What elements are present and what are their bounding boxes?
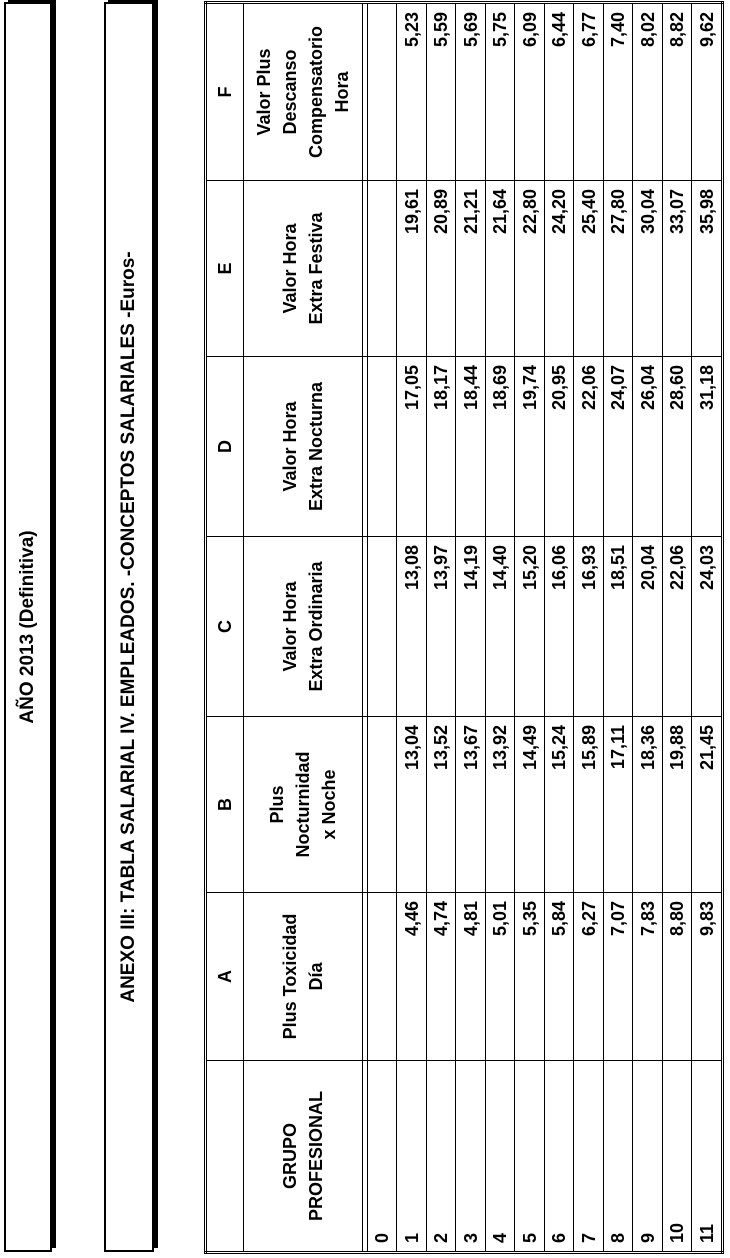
- value-cell: 14,40: [485, 537, 514, 717]
- value-cell: 13,97: [426, 537, 455, 717]
- value-cell: 18,69: [485, 357, 514, 537]
- value-cell: 5,59: [426, 3, 455, 181]
- table-row: [426, 3, 455, 1253]
- value-cell: 15,20: [515, 537, 544, 717]
- value-cell: 17,05: [397, 357, 426, 537]
- group-cell: 0: [368, 1061, 397, 1253]
- column-letter: F: [206, 3, 244, 181]
- value-cell: 17,11: [603, 717, 632, 893]
- table-row: [368, 3, 397, 1253]
- group-cell: 8: [603, 1061, 632, 1253]
- value-cell: [368, 537, 397, 717]
- value-cell: 8,02: [633, 3, 662, 181]
- column-header-line: Día: [306, 962, 326, 991]
- column-header: [244, 357, 363, 537]
- table-row: [662, 3, 691, 1253]
- column-header: [244, 3, 363, 181]
- table-body: [368, 3, 723, 1253]
- value-cell: 16,93: [574, 537, 603, 717]
- value-cell: 6,09: [515, 3, 544, 181]
- group-cell: 9: [633, 1061, 662, 1253]
- salary-table: [204, 1, 724, 1254]
- value-cell: 21,45: [692, 717, 723, 893]
- group-cell: 11: [692, 1061, 723, 1253]
- value-cell: 13,52: [426, 717, 455, 893]
- value-cell: 5,23: [397, 3, 426, 181]
- value-cell: 9,62: [692, 3, 723, 181]
- value-cell: 16,06: [544, 537, 573, 717]
- table-row: [692, 3, 723, 1253]
- column-header: [244, 181, 363, 357]
- value-cell: 22,06: [662, 537, 691, 717]
- column-header: [244, 717, 363, 893]
- value-cell: 13,04: [397, 717, 426, 893]
- group-cell: 6: [544, 1061, 573, 1253]
- value-cell: 21,21: [456, 181, 485, 357]
- value-cell: 20,04: [633, 537, 662, 717]
- value-cell: 6,27: [574, 893, 603, 1061]
- annex-title-box: [104, 2, 154, 1252]
- table-row: [456, 3, 485, 1253]
- column-header-line: Valor Hora: [280, 223, 300, 314]
- value-cell: 20,89: [426, 181, 455, 357]
- value-cell: 27,80: [603, 181, 632, 357]
- table-row: [515, 3, 544, 1253]
- table-row: [574, 3, 603, 1253]
- value-cell: 6,44: [544, 3, 573, 181]
- value-cell: 4,46: [397, 893, 426, 1061]
- value-cell: 33,07: [662, 181, 691, 357]
- value-cell: 5,75: [485, 3, 514, 181]
- column-header-line: Valor Hora: [280, 401, 300, 492]
- column-header-line: x Noche: [319, 769, 339, 840]
- column-header-line: Plus Toxicidad: [280, 913, 300, 1040]
- column-header: [244, 537, 363, 717]
- value-cell: 13,08: [397, 537, 426, 717]
- group-cell: 1: [397, 1061, 426, 1253]
- value-cell: 20,95: [544, 357, 573, 537]
- year-title-box: [4, 2, 52, 1252]
- table-row: [544, 3, 573, 1253]
- group-header-line: PROFESIONAL: [306, 1091, 326, 1222]
- value-cell: 9,83: [692, 893, 723, 1061]
- value-cell: 7,83: [633, 893, 662, 1061]
- column-header: [244, 893, 363, 1061]
- value-cell: 21,64: [485, 181, 514, 357]
- value-cell: 18,44: [456, 357, 485, 537]
- table-row: [603, 3, 632, 1253]
- value-cell: 22,80: [515, 181, 544, 357]
- group-cell: 2: [426, 1061, 455, 1253]
- column-header-line: Valor Plus: [254, 48, 274, 136]
- column-header-line: Descanso: [280, 49, 300, 135]
- group-cell: 7: [574, 1061, 603, 1253]
- value-cell: 25,40: [574, 181, 603, 357]
- value-cell: 13,67: [456, 717, 485, 893]
- column-letter-row: [206, 3, 244, 1253]
- value-cell: 15,24: [544, 717, 573, 893]
- value-cell: 5,01: [485, 893, 514, 1061]
- value-cell: 18,17: [426, 357, 455, 537]
- value-cell: 19,61: [397, 181, 426, 357]
- value-cell: 15,89: [574, 717, 603, 893]
- value-cell: 4,74: [426, 893, 455, 1061]
- column-letter: D: [206, 357, 244, 537]
- value-cell: 14,49: [515, 717, 544, 893]
- value-cell: 4,81: [456, 893, 485, 1061]
- value-cell: 28,60: [662, 357, 691, 537]
- value-cell: 8,82: [662, 3, 691, 181]
- column-header-line: Extra Nocturna: [306, 381, 326, 512]
- column-header-line: Compensatorio: [306, 26, 326, 159]
- table-row: [397, 3, 426, 1253]
- table-row: [485, 3, 514, 1253]
- value-cell: 30,04: [633, 181, 662, 357]
- column-letter: C: [206, 537, 244, 717]
- group-cell: 10: [662, 1061, 691, 1253]
- value-cell: 7,07: [603, 893, 632, 1061]
- column-header-line: Hora: [332, 71, 352, 113]
- value-cell: [368, 717, 397, 893]
- value-cell: 35,98: [692, 181, 723, 357]
- column-header-line: Plus: [267, 785, 287, 824]
- column-letter: E: [206, 181, 244, 357]
- year-title: AÑO 2013 (Definitiva): [17, 530, 38, 724]
- value-cell: 18,36: [633, 717, 662, 893]
- group-header: [244, 1061, 363, 1253]
- value-cell: [368, 357, 397, 537]
- value-cell: 5,35: [515, 893, 544, 1061]
- group-cell: 3: [456, 1061, 485, 1253]
- value-cell: 5,84: [544, 893, 573, 1061]
- group-cell: 5: [515, 1061, 544, 1253]
- value-cell: [368, 3, 397, 181]
- column-letter: A: [206, 893, 244, 1061]
- group-header-line: GRUPO: [280, 1123, 300, 1190]
- column-header-line: Extra Festiva: [306, 212, 326, 325]
- value-cell: 13,92: [485, 717, 514, 893]
- value-cell: 31,18: [692, 357, 723, 537]
- value-cell: 22,06: [574, 357, 603, 537]
- column-header-line: Nocturnidad: [293, 751, 313, 858]
- column-header-line: Extra Ordinaria: [306, 561, 326, 692]
- column-header-row: [244, 3, 363, 1253]
- value-cell: 7,40: [603, 3, 632, 181]
- value-cell: [368, 181, 397, 357]
- group-cell: 4: [485, 1061, 514, 1253]
- table-row: [633, 3, 662, 1253]
- value-cell: 26,04: [633, 357, 662, 537]
- value-cell: 19,74: [515, 357, 544, 537]
- value-cell: [368, 893, 397, 1061]
- value-cell: 24,03: [692, 537, 723, 717]
- value-cell: 18,51: [603, 537, 632, 717]
- value-cell: 5,69: [456, 3, 485, 181]
- value-cell: 6,77: [574, 3, 603, 181]
- column-header-line: Valor Hora: [280, 581, 300, 672]
- column-letter: B: [206, 717, 244, 893]
- value-cell: 24,07: [603, 357, 632, 537]
- value-cell: 8,80: [662, 893, 691, 1061]
- header-corner: [206, 1061, 244, 1253]
- value-cell: 24,20: [544, 181, 573, 357]
- value-cell: 14,19: [456, 537, 485, 717]
- salary-table-wrapper: [204, 4, 724, 1254]
- value-cell: 19,88: [662, 717, 691, 893]
- annex-title: ANEXO III: TABLA SALARIAL IV. EMPLEADOS. -CONCEPTOS SALARIALES -Euros-: [118, 251, 139, 1003]
